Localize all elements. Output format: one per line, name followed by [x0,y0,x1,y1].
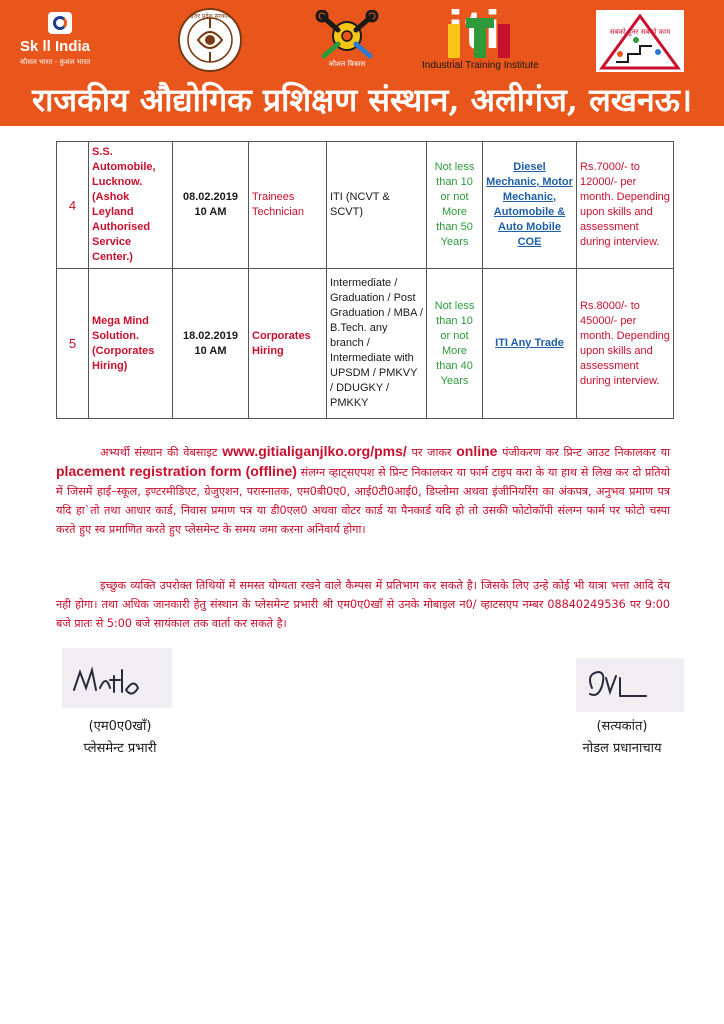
iti-caption: Industrial Training Institute [422,60,539,71]
skill-india-logo [14,10,106,72]
interview-date [173,142,249,269]
para-text: अभ्यर्थी संस्थान की वेबसाइट [100,446,223,459]
registration-instructions [56,442,670,539]
skill-india-emblem-icon [48,12,72,34]
eligibility-note: इच्छुक व्यक्ति उपरोक्त तिथियों में समस्त योग्यता रखने वाले कैम्पस में प्रतिभाग कर सकते है। जिसके लिए उन्हे कोई भी यात्रा भत्ता आदि देय नही होगा। तथा अधिक जानकारी हेतु संस्थान के प्लेसमेन्ट प्रभारी श्री एम0ए0खॉं से उनके मोबाइल न0/ व्हाटसएप नम्बर 08840249536 पर 9:00 बजे प्रातः से 5:00 बजे सायंकाल तक वार्ता कर सकते है। [56,579,670,630]
left-signatory-name: (एम0ए0खॉं) [88,719,152,734]
salary: Rs.8000/- to 45000/- per month. Depending upon skills and assessment during interview. [577,269,674,419]
left-signatory-designation: प्लेसमेन्ट प्रभारी [83,741,157,756]
post-name: Trainees Technician [249,142,327,269]
skill-logo-caption: कौशल विकास [328,60,366,68]
company-name: S.S. Automobile, Lucknow. (Ashok Leyland Authorised Service Center.) [89,142,173,269]
right-signatory-name: (सत्यकांत) [596,719,648,734]
steps-people-icon [596,10,684,72]
serial-number: 4 [57,142,89,269]
institute-title: राजकीय औद्योगिक प्रशिक्षण संस्थान, अलीगंज, लखनऊ। [32,81,692,119]
right-signature-image [576,658,684,712]
para-text: संलग्न व्हाट्सएपश से प्रिन्ट निकालकर या फार्म टाइप करा के या हाथ से लिख कर दो प्रतियो में जिसमें हाई–स्कूल, इण्टरमीडिएट, ग्रेजुएशन, परास्नातक, एम0बी0ए0, आई0टी0आई0, डिप्लोमा अथवा इंजीनियरिंग का अंकपत्र, अनुभव प्रमाण पत्र यदि हा`तो तथा आधार कार्ड, निवास प्रमाण पत्र या डी0एल0 अथवा वोटर कार्ड या पैनकार्ड यदि हो तो उसकी फोटोकॉपी संलग्न फार्म पर फोटो चस्पा करते हुए स्व प्रमाणित करते हुए प्लेसमेन्ट के समय जमा करना अनिवार्य होगा। [56,466,671,536]
up-seal-text: उत्तर प्रदेश सरकार [190,13,230,20]
time-value: 10 AM [194,344,227,357]
left-signature-image [62,648,172,708]
serial-number: 5 [57,269,89,419]
iti-logo [418,8,542,74]
interview-date [173,269,249,419]
skill-development-logo [314,10,380,74]
date-value: 18.02.2019 [182,329,239,342]
right-signatory-designation: नोडल प्रधानाचाय [582,741,662,756]
sabko-hunar-logo [596,10,684,72]
skill-india-tagline: कौशल भारत - कुशल भारत [20,58,91,66]
salary: Rs.7000/- to 12000/- per month. Depending upon skills and assessment during interview. [577,142,674,269]
placement-table [56,141,674,419]
up-government-seal-icon [178,8,242,72]
table-row [57,269,674,419]
qualification: ITI (NCVT & SCVT) [327,142,427,269]
date-value: 08.02.2019 [182,191,239,203]
post-name: Corporates Hiring [249,269,327,419]
qualification: Intermediate / Graduation / Post Graduation / MBA / B.Tech. any branch / Intermediate with UPSDM / PMKVY / DDUGKY / PMKKY [327,269,427,419]
para-text: पर जाकर [406,446,457,459]
header-banner [0,0,724,126]
company-name: Mega Mind Solution. (Corporates Hiring) [89,269,173,419]
age-limit: Not less than 10 or not More than 40 Years [427,269,483,419]
trade-link[interactable]: ITI Any Trade [483,269,577,419]
tools-gear-icon [314,10,380,62]
skill-india-brand: Sk ll India [20,38,91,55]
time-value: 10 AM [194,206,227,218]
para-text: पंजीकरण कर प्रिन्ट आउट निकालकर या [497,446,670,459]
age-limit: Not less than 10 or not More than 50 Years [427,142,483,269]
right-logo-text: सबको हुनर सबको काम [609,28,671,36]
trade-link[interactable]: Diesel Mechanic, Motor Mechanic, Automobile & Auto Mobile COE [483,142,577,269]
iti-colored-bars-icon [448,18,510,58]
registration-form-label: placement registration form (offline) [56,463,297,479]
table-row [57,142,674,269]
online-label: online [456,443,498,459]
website-link[interactable]: www.gitialiganjlko.org/pms/ [222,443,407,459]
